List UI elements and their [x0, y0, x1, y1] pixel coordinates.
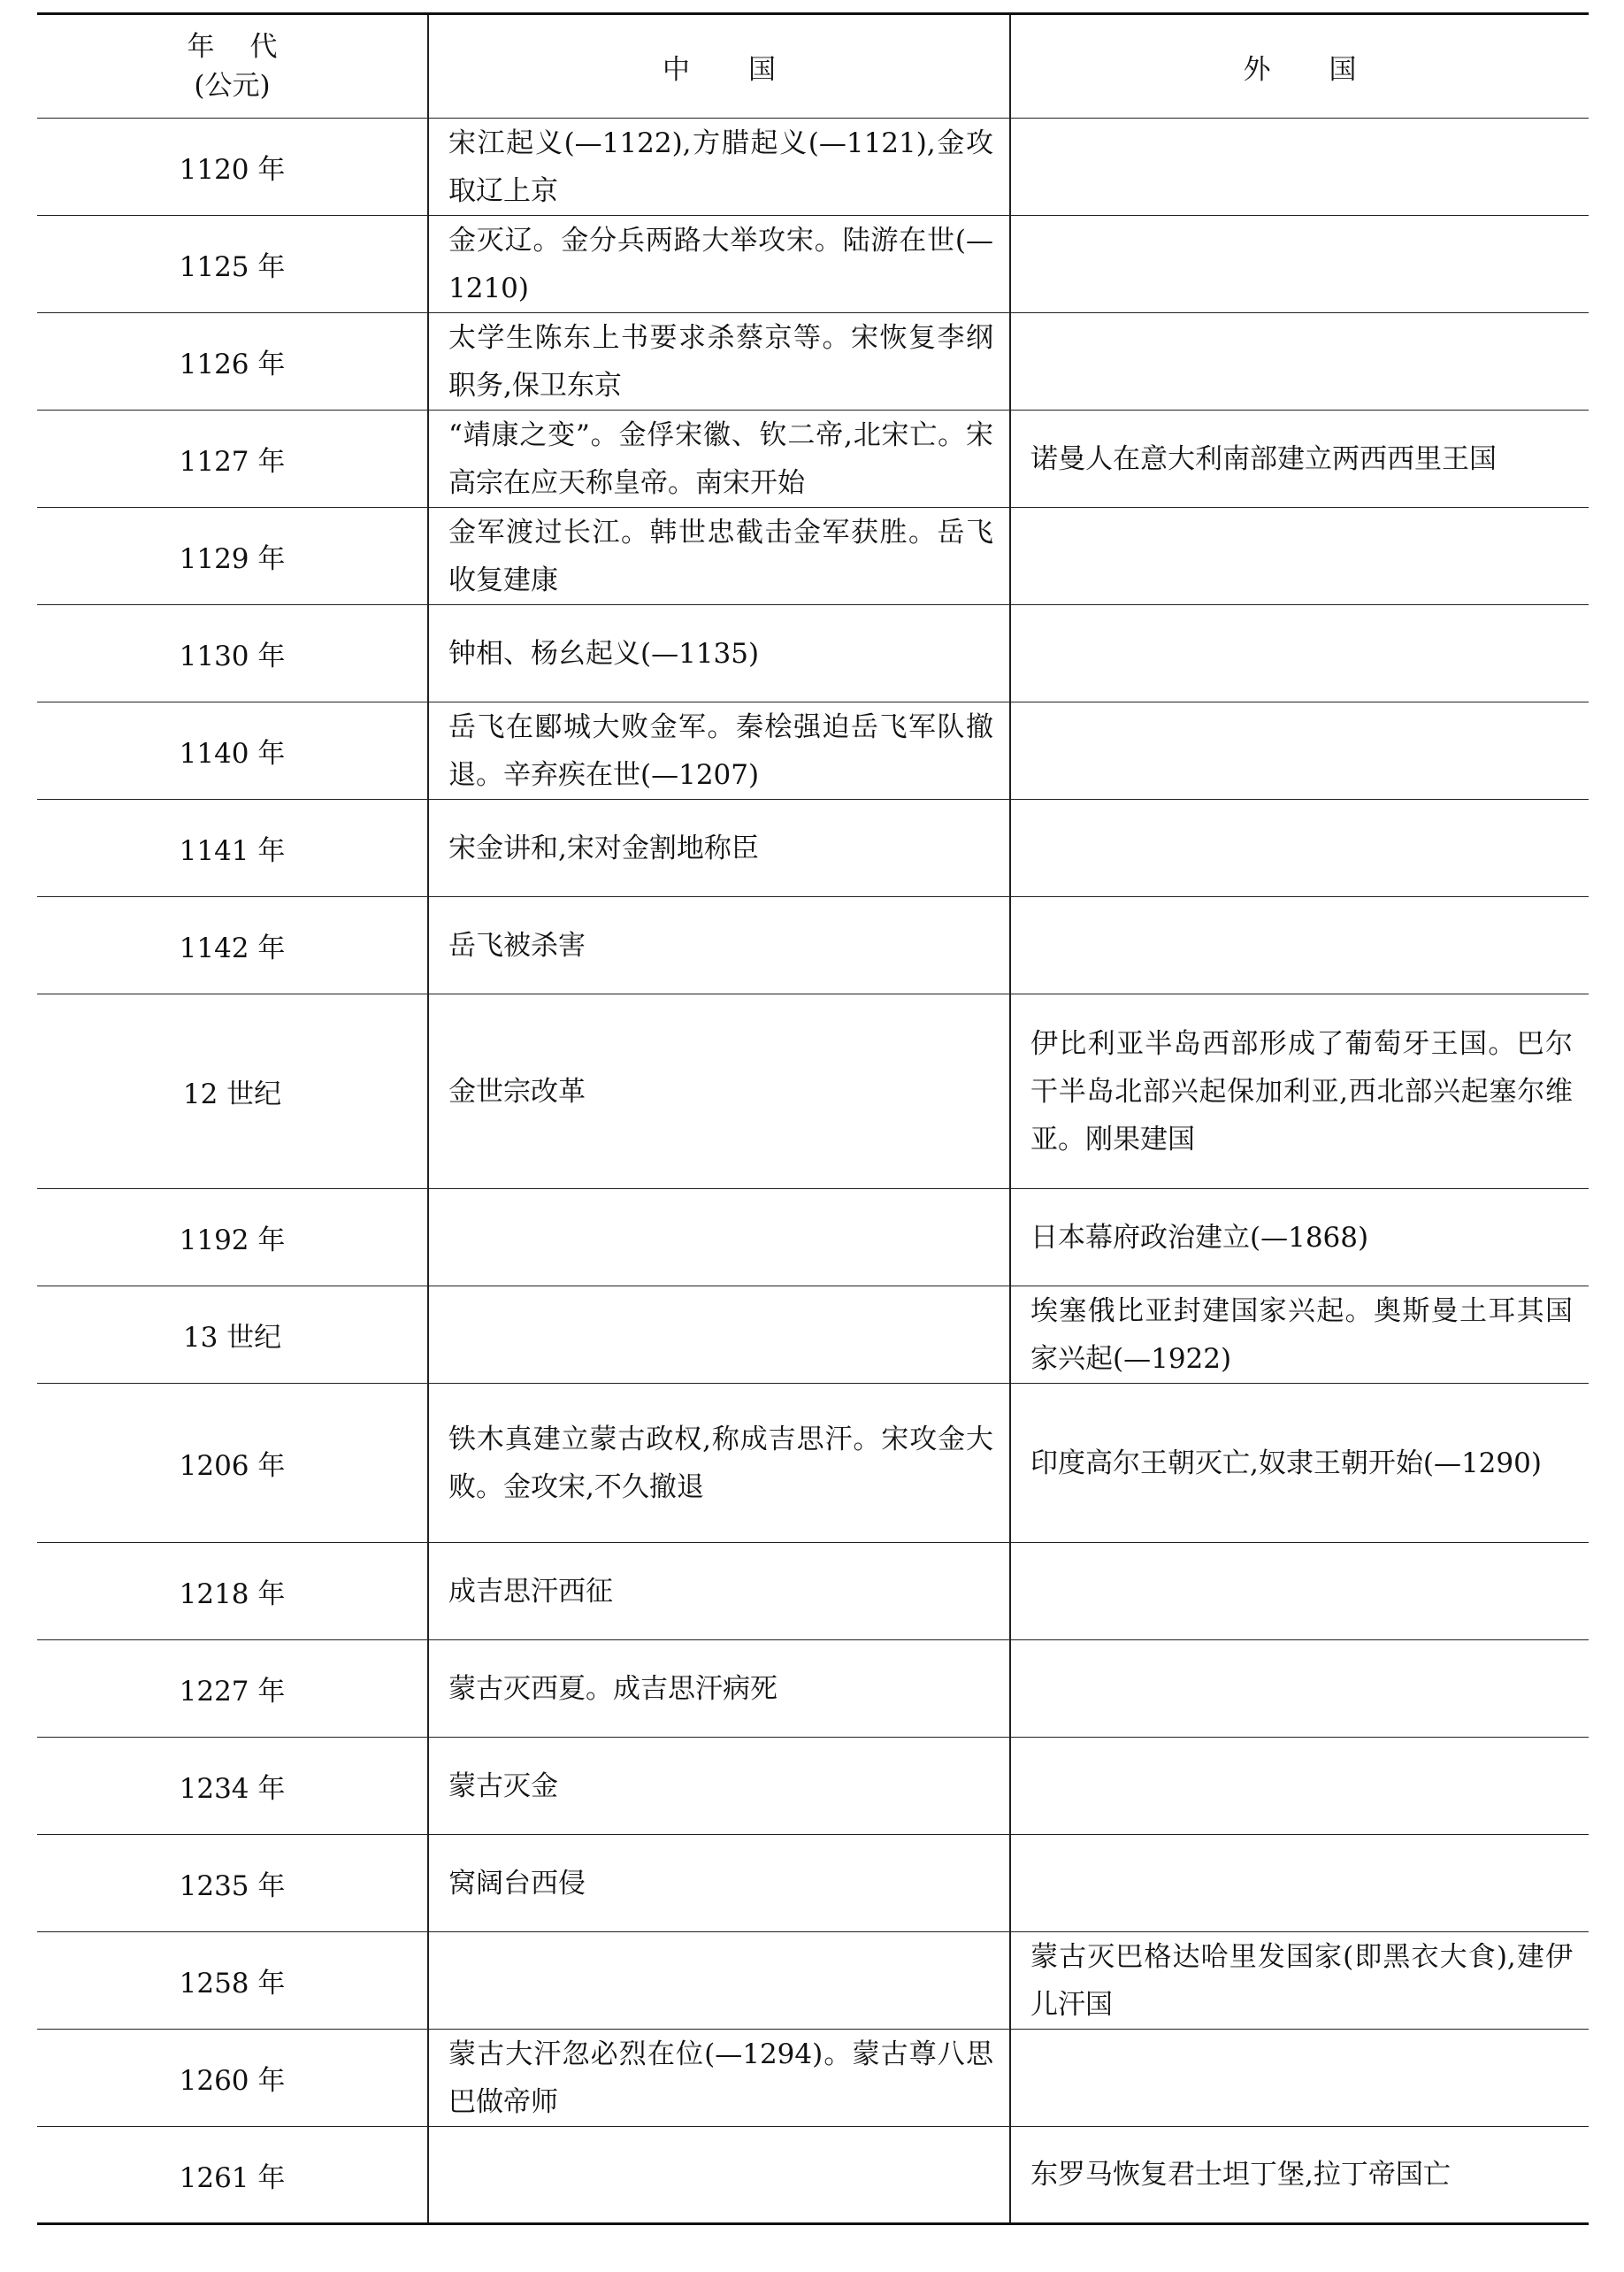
foreign-cell [1010, 605, 1589, 702]
year-cell: 1129 年 [37, 508, 428, 605]
china-cell: 蒙古灭金 [428, 1738, 1010, 1835]
year-cell: 1260 年 [37, 2030, 428, 2127]
year-cell: 1127 年 [37, 411, 428, 508]
year-cell: 1141 年 [37, 800, 428, 897]
table-row [37, 1738, 1589, 1835]
year-cell: 1142 年 [37, 897, 428, 994]
year-cell: 1258 年 [37, 1932, 428, 2030]
table-row [37, 1543, 1589, 1640]
foreign-cell [1010, 1640, 1589, 1738]
header-row [37, 14, 1589, 119]
year-cell: 1227 年 [37, 1640, 428, 1738]
table-row [37, 897, 1589, 994]
year-cell: 1120 年 [37, 119, 428, 216]
foreign-cell: 东罗马恢复君士坦丁堡,拉丁帝国亡 [1010, 2127, 1589, 2224]
table-row [37, 605, 1589, 702]
table-row [37, 702, 1589, 800]
table-row [37, 1384, 1589, 1543]
year-cell: 12 世纪 [37, 994, 428, 1189]
foreign-cell [1010, 119, 1589, 216]
table-row [37, 508, 1589, 605]
china-cell: 岳飞在郾城大败金军。秦桧强迫岳飞军队撤退。辛弃疾在世(—1207) [428, 702, 1010, 800]
china-cell: 成吉思汗西征 [428, 1543, 1010, 1640]
china-cell: 宋金讲和,宋对金割地称臣 [428, 800, 1010, 897]
header-year-label: 年代 [187, 31, 313, 63]
header-foreign [1010, 14, 1589, 119]
year-cell: 1235 年 [37, 1835, 428, 1932]
foreign-cell: 日本幕府政治建立(—1868) [1010, 1189, 1589, 1286]
china-cell: 金灭辽。金分兵两路大举攻宋。陆游在世(—1210) [428, 216, 1010, 313]
year-cell: 1126 年 [37, 313, 428, 411]
foreign-cell [1010, 702, 1589, 800]
table-row [37, 1189, 1589, 1286]
year-cell: 13 世纪 [37, 1286, 428, 1384]
china-cell: 太学生陈东上书要求杀蔡京等。宋恢复李纲职务,保卫东京 [428, 313, 1010, 411]
foreign-cell [1010, 1543, 1589, 1640]
china-cell: 宋江起义(—1122),方腊起义(—1121),金攻取辽上京 [428, 119, 1010, 216]
china-cell [428, 1189, 1010, 1286]
table-row [37, 2127, 1589, 2224]
header-foreign-label: 外国 [1243, 53, 1415, 86]
foreign-cell [1010, 1835, 1589, 1932]
foreign-cell: 伊比利亚半岛西部形成了葡萄牙王国。巴尔干半岛北部兴起保加利亚,西北部兴起塞尔维亚。刚果建国 [1010, 994, 1589, 1189]
year-cell: 1140 年 [37, 702, 428, 800]
foreign-cell: 诺曼人在意大利南部建立两西西里王国 [1010, 411, 1589, 508]
china-cell: 铁木真建立蒙古政权,称成吉思汗。宋攻金大败。金攻宋,不久撤退 [428, 1384, 1010, 1543]
foreign-cell [1010, 897, 1589, 994]
foreign-cell [1010, 216, 1589, 313]
year-cell: 1192 年 [37, 1189, 428, 1286]
china-cell: 窝阔台西侵 [428, 1835, 1010, 1932]
foreign-cell: 印度高尔王朝灭亡,奴隶王朝开始(—1290) [1010, 1384, 1589, 1543]
chronology-table [37, 12, 1589, 2225]
header-year-sublabel: (公元) [194, 70, 271, 102]
table-row [37, 1932, 1589, 2030]
china-cell [428, 1286, 1010, 1384]
table-row [37, 1640, 1589, 1738]
year-cell: 1206 年 [37, 1384, 428, 1543]
table-row [37, 994, 1589, 1189]
table-row [37, 411, 1589, 508]
foreign-cell [1010, 800, 1589, 897]
year-cell: 1261 年 [37, 2127, 428, 2224]
china-cell: 岳飞被杀害 [428, 897, 1010, 994]
year-cell: 1130 年 [37, 605, 428, 702]
china-cell: 蒙古大汗忽必烈在位(—1294)。蒙古尊八思巴做帝师 [428, 2030, 1010, 2127]
table-row [37, 800, 1589, 897]
china-cell [428, 1932, 1010, 2030]
table-row [37, 216, 1589, 313]
china-cell: “靖康之变”。金俘宋徽、钦二帝,北宋亡。宋高宗在应天称皇帝。南宋开始 [428, 411, 1010, 508]
header-china [428, 14, 1010, 119]
year-cell: 1218 年 [37, 1543, 428, 1640]
foreign-cell [1010, 1738, 1589, 1835]
header-china-label: 中国 [663, 53, 834, 86]
foreign-cell [1010, 2030, 1589, 2127]
table-row [37, 2030, 1589, 2127]
foreign-cell: 蒙古灭巴格达哈里发国家(即黑衣大食),建伊儿汗国 [1010, 1932, 1589, 2030]
year-cell: 1234 年 [37, 1738, 428, 1835]
table-row [37, 1286, 1589, 1384]
year-cell: 1125 年 [37, 216, 428, 313]
foreign-cell: 埃塞俄比亚封建国家兴起。奥斯曼土耳其国家兴起(—1922) [1010, 1286, 1589, 1384]
china-cell: 金世宗改革 [428, 994, 1010, 1189]
china-cell: 蒙古灭西夏。成吉思汗病死 [428, 1640, 1010, 1738]
header-year [37, 14, 428, 119]
table-row [37, 1835, 1589, 1932]
china-cell: 金军渡过长江。韩世忠截击金军获胜。岳飞收复建康 [428, 508, 1010, 605]
foreign-cell [1010, 313, 1589, 411]
foreign-cell [1010, 508, 1589, 605]
china-cell [428, 2127, 1010, 2224]
table-row [37, 313, 1589, 411]
table-row [37, 119, 1589, 216]
china-cell: 钟相、杨幺起义(—1135) [428, 605, 1010, 702]
